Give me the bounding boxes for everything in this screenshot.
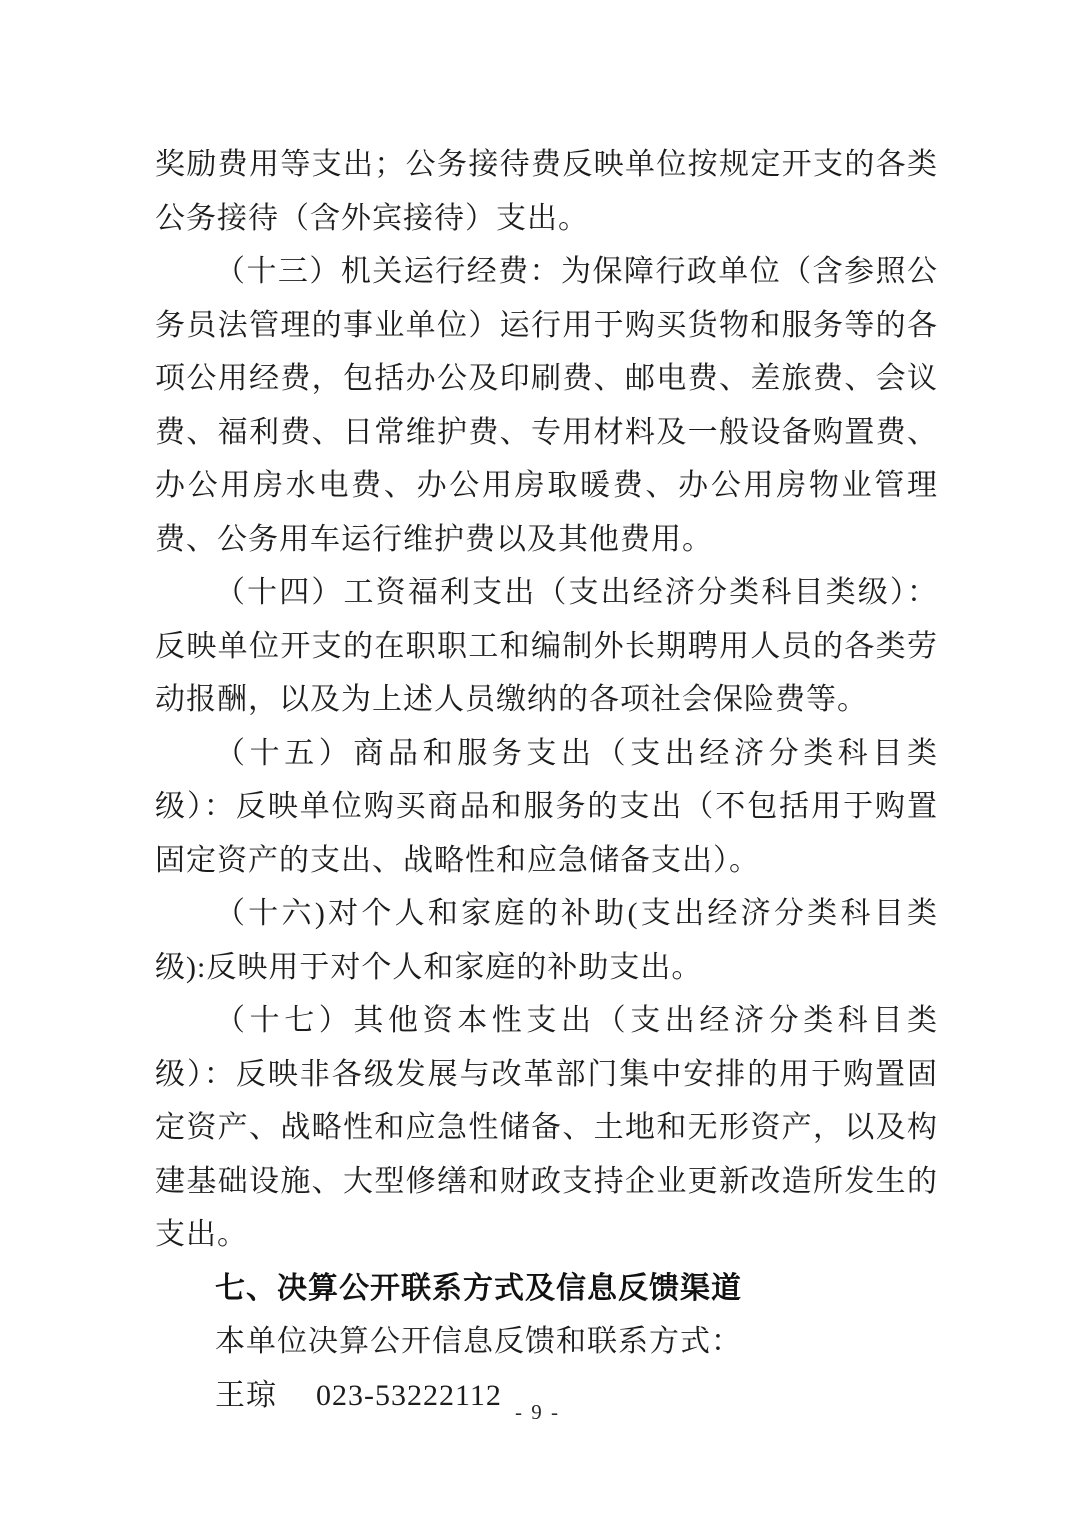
contact-name: 王琼 [215,1378,277,1412]
paragraph-item-16-individual-family-subsidy: （十六)对个人和家庭的补助(支出经济分类科目类级):反映用于对个人和家庭的补助支出。 [155,897,938,984]
paragraph-carryover: 奖励费用等支出；公务接待费反映单位按规定开支的各类公务接待（含外宾接待）支出。 [155,148,938,235]
section-heading-7-contact-feedback: 七、决算公开联系方式及信息反馈渠道 [215,1271,742,1305]
paragraph-item-17-other-capital-expenditure: （十七）其他资本性支出（支出经济分类科目类级）：反映非各级发展与改革部门集中安排的用于购置固定资产、战略性和应急性储备、土地和无形资产，以及构建基础设施、大型修缮和财政支持企业更新改造所发生的支出。 [155,1004,938,1251]
page-number: - 9 - [515,1400,560,1424]
paragraph-item-14-wages-welfare: （十四）工资福利支出（支出经济分类科目类级）：反映单位开支的在职职工和编制外长期聘用人员的各类劳动报酬，以及为上述人员缴纳的各项社会保险费等。 [155,576,938,716]
paragraph-item-15-goods-services: （十五）商品和服务支出（支出经济分类科目类级）：反映单位购买商品和服务的支出（不包括用于购置固定资产的支出、战略性和应急储备支出）。 [155,736,938,877]
contact-intro-line: 本单位决算公开信息反馈和联系方式： [215,1325,742,1358]
document-body [155,138,938,1422]
contact-phone: 023-53222112 [316,1378,502,1412]
paragraph-item-13-operating-expenses: （十三）机关运行经费：为保障行政单位（含参照公务员法管理的事业单位）运行用于购买货物和服务等的各项公用经费，包括办公及印刷费、邮电费、差旅费、会议费、福利费、日常维护费、专用材料及一般设备购置费、办公用房水电费、办公用房取暖费、办公用房物业管理费、公务用车运行维护费以及其他费用。 [155,255,938,556]
